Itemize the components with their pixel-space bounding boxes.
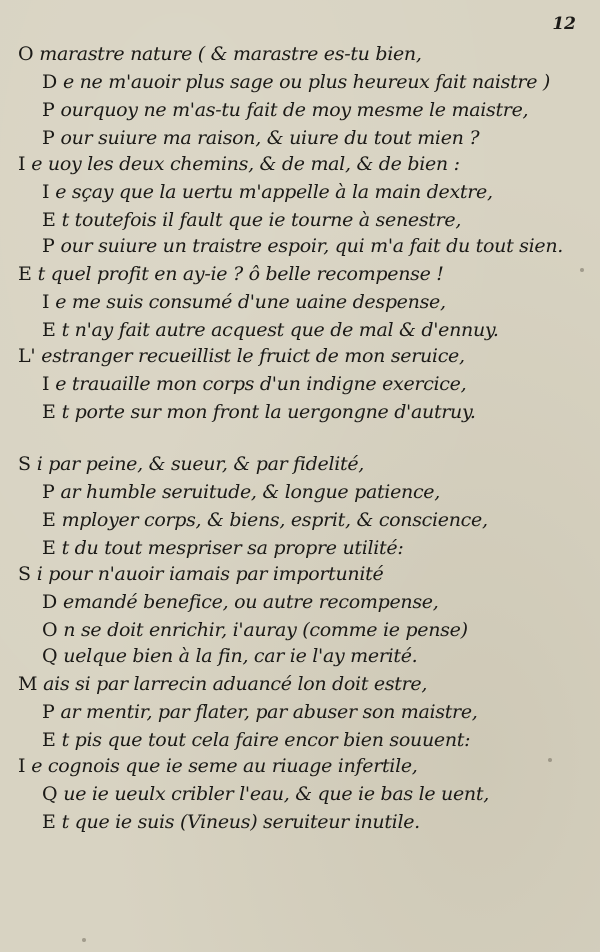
paper-speck [548,758,552,762]
verse-initial: O [42,619,58,641]
verse-line [0,534,600,562]
verse-initial: S [18,453,31,475]
paper-speck [580,268,584,272]
verse-text: i par peine, & sueur, & par fidelité, [36,453,365,475]
verse-initial: E [42,537,56,559]
verse-text: e trauaille mon corps d'un indigne exercice, [55,373,467,395]
verse-line [0,506,600,534]
verse-text: estranger recueillist le fruict de mon seruice, [41,345,465,367]
verse-text: t quel profit en ay-ie ? ô belle recompense ! [37,263,444,285]
verse-line [0,450,600,478]
verse-initial: M [18,673,38,695]
verse-initial: Q [42,645,58,667]
verse-initial: L' [18,345,36,367]
verse-initial: P [42,127,55,149]
verse-text: t du tout mespriser sa propre utilité: [61,537,404,559]
verse-initial: I [42,181,50,203]
verse-text: marastre nature ( & marastre es-tu bien, [39,43,422,65]
verse-initial: O [18,43,34,65]
verse-text: t pis que tout cela faire encor bien souuent: [61,729,471,751]
verse-line [0,642,600,670]
verse-initial: E [42,209,56,231]
verse-line [0,670,600,698]
verse-initial: I [18,153,26,175]
verse-line [0,342,600,370]
verse-line [0,68,600,96]
verse-text: e sçay que la uertu m'appelle à la main dextre, [55,181,493,203]
verse-text: emandé benefice, ou autre recompense, [62,591,439,613]
verse-initial: E [42,509,56,531]
verse-line [0,588,600,616]
verse-text: n se doit enrichir, i'auray (comme ie pense) [63,619,468,641]
verse-line [0,560,600,588]
verse-text: our suiure ma raison, & uiure du tout mien ? [60,127,480,149]
verse-text: ar humble seruitude, & longue patience, [60,481,440,503]
verse-line [0,288,600,316]
verse-initial: P [42,701,55,723]
verse-text: mployer corps, & biens, esprit, & conscience, [61,509,488,531]
verse-line [0,124,600,152]
verse-line [0,752,600,780]
verse-text: ais si par larrecin aduancé lon doit estre, [43,673,428,695]
verse-line [0,478,600,506]
verse-line [0,698,600,726]
verse-text: ar mentir, par flater, par abuser son maistre, [60,701,478,723]
verse-text: t que ie suis (Vineus) seruiteur inutile. [61,811,420,833]
verse-line [0,370,600,398]
verse-line [0,178,600,206]
verse-initial: S [18,563,31,585]
verse-line [0,96,600,124]
verse-initial: E [42,401,56,423]
verse-line [0,232,600,260]
verse-initial: I [18,755,26,777]
verse-text: t toutefois il fault que ie tourne à senestre, [61,209,462,231]
verse-text: e cognois que ie seme au riuage infertile, [31,755,418,777]
verse-text: t n'ay fait autre acquest que de mal & d'ennuy. [61,319,499,341]
verse-line [0,150,600,178]
verse-line [0,398,600,426]
verse-initial: E [42,729,56,751]
verse-initial: E [42,811,56,833]
verse-line [0,616,600,644]
page-number: 12 [552,14,576,34]
verse-initial: Q [42,783,58,805]
paper-speck [82,938,86,942]
verse-initial: I [42,373,50,395]
verse-line [0,260,600,288]
verse-line [0,780,600,808]
verse-line [0,316,600,344]
verse-text: ourquoy ne m'as-tu fait de moy mesme le maistre, [60,99,529,121]
verse-text: i pour n'auoir iamais par importunité [36,563,384,585]
verse-text: uelque bien à la fin, car ie l'ay merité. [63,645,418,667]
verse-initial: D [42,591,57,613]
verse-initial: E [42,319,56,341]
verse-text: t porte sur mon front la uergongne d'autruy. [61,401,476,423]
verse-initial: P [42,99,55,121]
verse-line [0,206,600,234]
verse-line [0,726,600,754]
verse-line [0,808,600,836]
verse-line [0,40,600,68]
verse-text: e ne m'auoir plus sage ou plus heureux fait naistre ) [62,71,551,93]
verse-initial: P [42,481,55,503]
verse-text: ue ie ueulx cribler l'eau, & que ie bas le uent, [63,783,489,805]
verse-text: our suiure un traistre espoir, qui m'a fait du tout sien. [60,235,563,257]
verse-initial: E [18,263,32,285]
verse-initial: P [42,235,55,257]
verse-initial: I [42,291,50,313]
verse-initial: D [42,71,57,93]
verse-text: e me suis consumé d'une uaine despense, [55,291,446,313]
verse-text: e uoy les deux chemins, & de mal, & de bien : [31,153,460,175]
